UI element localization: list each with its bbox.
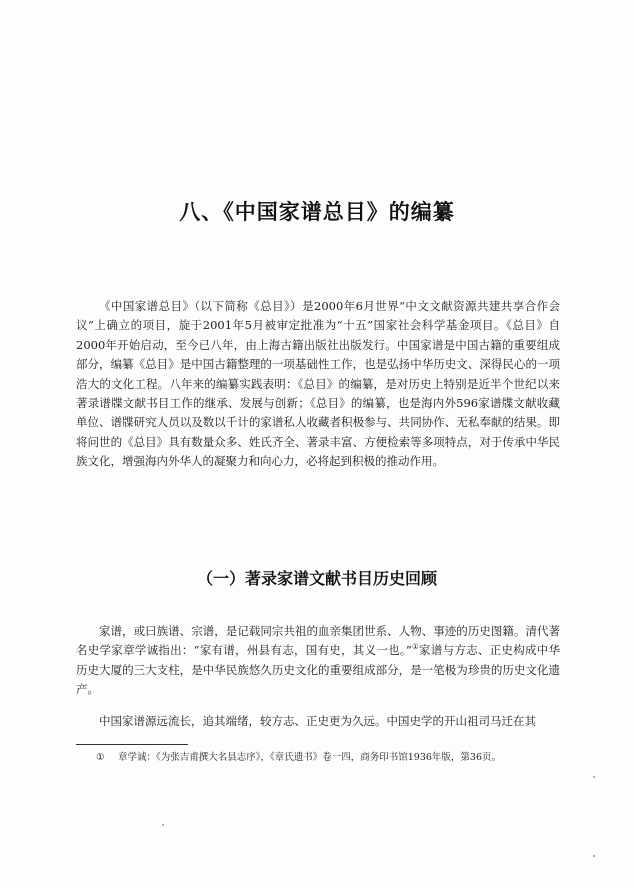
- footnote-divider: [76, 744, 188, 745]
- scan-speck: [593, 855, 595, 857]
- scan-speck: [593, 776, 595, 778]
- footnote-text: 章学诚：《为张吉甫撰大名县志序》，《章氏遗书》卷一四，商务印书馆1936年版，第36页。: [118, 752, 502, 763]
- footnote-reference: ①: [411, 642, 420, 652]
- intro-paragraph: 《中国家谱总目》（以下简称《总目》）是2000年6月世界“中文文献资源共建共享合作会议”上确立的项目，旋于2001年5月被审定批准为“十五”国家社会科学基金项目。《总目》自2000年开始启动，至今已八年，由上海古籍出版社出版发行。中国家谱是中国古籍的重要组成部分，编纂《总目》是中国古籍整理的一项基础性工作，也是弘扬中华历史文、深得民心的一项浩大的文化工程。八年来的编纂实践表明：《总目》的编纂，是对历史上特别是近半个世纪以来著录谱牒文献书目工作的继承、发展与创新；《总目》的编纂，也是海内外596家谱牒文献收藏单位、谱牒研究人员以及数以千计的家谱私人收藏者积极参与、共同协作、无私奉献的结果。即将问世的《总目》具有数量众多、姓氏齐全、著录丰富、方便检索等多项特点，对于传承中华民族文化，增强海内外华人的凝聚力和向心力，必将起到积极的推动作用。: [76, 299, 560, 469]
- section-paragraph-2: 中国家谱源远流长，追其端绪，较方志、正史更为久远。中国史学的开山祖司马迁在其: [99, 714, 536, 728]
- section-paragraph-1: [76, 622, 560, 700]
- scan-speck: [162, 824, 164, 826]
- section-heading: （一）著录家谱文献书目历史回顾: [196, 569, 437, 588]
- paragraph-text-before-ref: 家谱，或曰族谱、宗谱，是记载同宗共祖的血亲集团世系、人物、事迹的历史图籍。清代著名史学家章学诚指出：“家有谱，州县有志，国有史，其义一也。”: [76, 624, 560, 658]
- paragraph-text-after-ref: 家谱与方志、正史构成中华历史大厦的三大支柱，是中华民族悠久历史文化的重要组成部分，是一笔极为珍贵的历史文化遗产。: [76, 643, 560, 697]
- footnote: [96, 751, 566, 765]
- chapter-title: 八、《中国家谱总目》的编纂: [179, 200, 455, 224]
- footnote-marker: ①: [96, 752, 105, 763]
